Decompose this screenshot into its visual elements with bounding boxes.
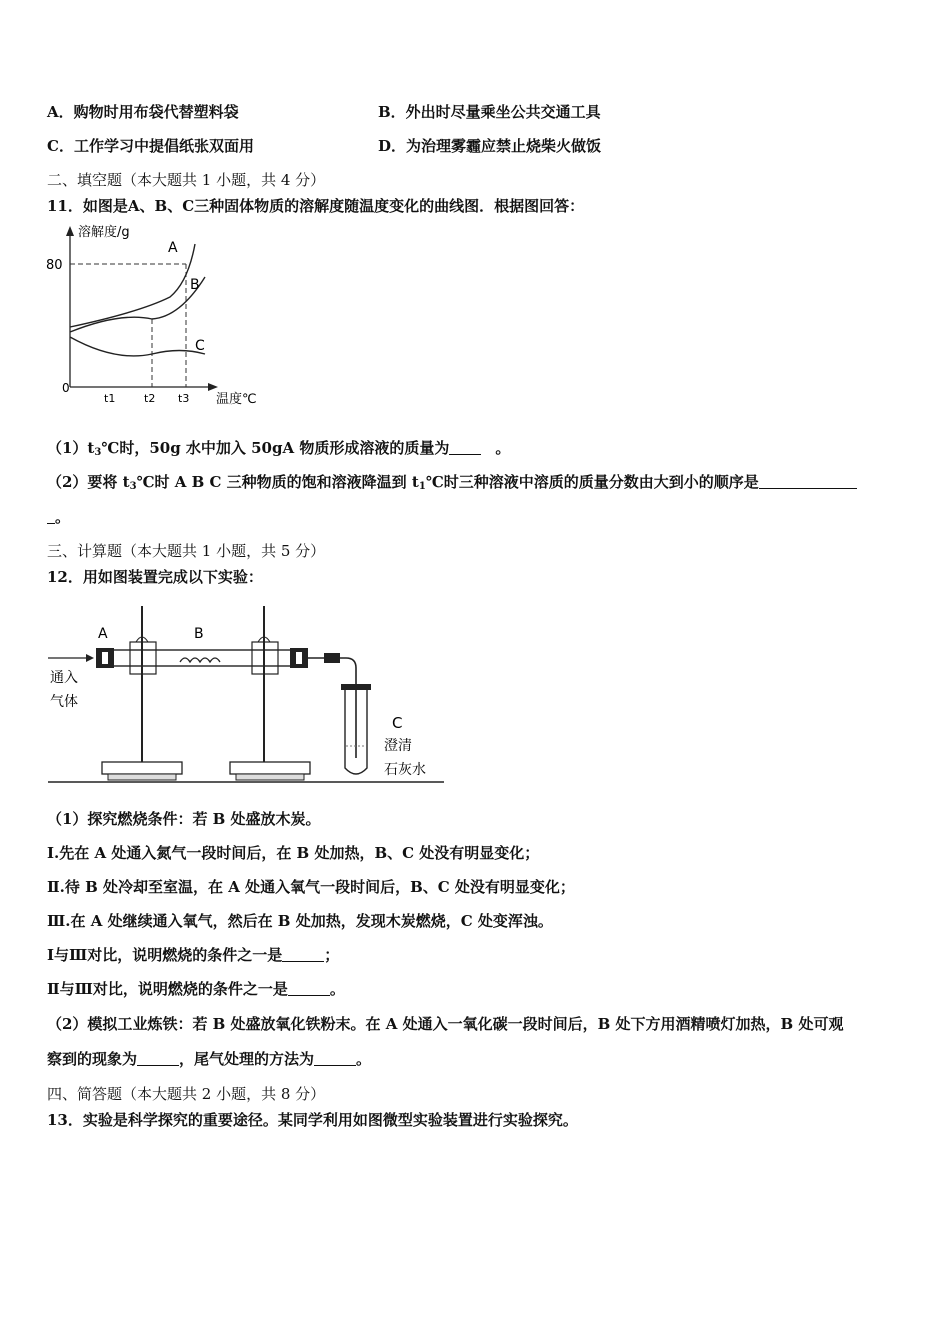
q11-part2: （2）要将 $t_3℃$时 A B C 三种物质的饱和溶液降温到 $t_1℃$时三种溶液中溶质的质量分数由大到小的顺序是	[47, 472, 857, 497]
y-tick-0: 0	[62, 381, 70, 395]
q11-part1: $(1)t_3℃$时，50g 水中加入 50gA 物质形成溶液的质量为 。	[47, 439, 511, 458]
outlet-tube	[340, 658, 356, 758]
solubility-chart	[40, 222, 280, 412]
limewater-label-1: 澄清	[384, 738, 412, 754]
gas-in-label-1: 通入	[50, 670, 78, 686]
curve-a	[70, 244, 195, 327]
answer-blank[interactable]	[137, 1051, 179, 1066]
section-2-title: 二、填空题（本大题共 1 小题，共 4 分）	[47, 171, 326, 189]
q12-part2-line1: （2）模拟工业炼铁：若 B 处盛放氧化铁粉末。在 A 处通入一氧化碳一段时间后，B 处下方用酒精喷灯加热，B 处可观	[47, 1015, 844, 1033]
x-tick-t1: t1	[104, 392, 116, 405]
glass-tube	[110, 650, 294, 666]
x-axis-arrow	[208, 383, 218, 391]
q12-compare2: Ⅱ与Ⅲ对比，说明燃烧的条件之一是 。	[47, 980, 345, 998]
stand-base-left	[102, 762, 182, 774]
label-c: C	[195, 338, 205, 354]
sample-b	[180, 658, 220, 662]
limewater-label-2: 石灰水	[384, 762, 426, 778]
option-d: D．为治理雾霾应禁止烧柴火做饭	[378, 137, 602, 155]
q11-part2-cont: 。	[47, 507, 70, 527]
label-a: A	[98, 626, 108, 642]
q12-step2: Ⅱ.待 B 处冷却至室温，在 A 处通入氧气一段时间后，B、C 处没有明显变化；	[47, 878, 575, 896]
answer-blank[interactable]	[282, 947, 324, 962]
option-a: A．购物时用布袋代替塑料袋	[47, 103, 239, 121]
y-axis-arrow	[66, 226, 74, 236]
label-b: B	[194, 626, 204, 642]
label-b: B	[190, 277, 200, 293]
curve-c	[70, 337, 205, 356]
section-4-title: 四、简答题（本大题共 2 小题，共 8 分）	[47, 1085, 326, 1103]
q12-step3: Ⅲ.在 A 处继续通入氧气，然后在 B 处加热，发现木炭燃烧，C 处变浑浊。	[47, 912, 553, 930]
q11-stem: 11．如图是A、B、C三种固体物质的溶解度随温度变化的曲线图．根据图回答：	[47, 197, 585, 215]
x-tick-t2: t2	[144, 392, 156, 405]
gas-in-label-2: 气体	[50, 694, 78, 710]
answer-blank[interactable]	[47, 509, 55, 524]
stand-base-right	[230, 762, 310, 774]
curve-b	[70, 277, 205, 332]
q13-stem: 13．实验是科学探究的重要途径。某同学利用如图微型实验装置进行实验探究。	[47, 1111, 578, 1129]
answer-blank[interactable]	[288, 981, 330, 996]
y-tick-80: 80	[46, 258, 63, 273]
q12-compare1: Ⅰ与Ⅲ对比，说明燃烧的条件之一是 ；	[47, 946, 340, 964]
y-label: 溶解度/g	[78, 225, 130, 240]
section-3-title: 三、计算题（本大题共 1 小题，共 5 分）	[47, 542, 326, 560]
answer-blank[interactable]	[759, 474, 857, 489]
inlet-arrow	[86, 654, 94, 662]
q12-step1: Ⅰ.先在 A 处通入氮气一段时间后，在 B 处加热，B、C 处没有明显变化；	[47, 844, 540, 862]
option-b: B．外出时尽量乘坐公共交通工具	[378, 103, 601, 121]
option-c: C．工作学习中提倡纸张双面用	[47, 137, 254, 155]
q12-part1: （1）探究燃烧条件：若 B 处盛放木炭。	[47, 810, 321, 828]
x-label: 温度℃	[216, 392, 257, 407]
q12-stem: 12．用如图装置完成以下实验：	[47, 568, 263, 586]
label-c: C	[392, 714, 403, 732]
apparatus-figure	[40, 596, 450, 788]
answer-blank[interactable]	[449, 440, 481, 455]
answer-blank[interactable]	[314, 1051, 356, 1066]
x-tick-t3: t3	[178, 392, 190, 405]
q12-part2-line2: 察到的现象为 ，尾气处理的方法为 。	[47, 1050, 372, 1068]
label-a: A	[168, 240, 178, 256]
